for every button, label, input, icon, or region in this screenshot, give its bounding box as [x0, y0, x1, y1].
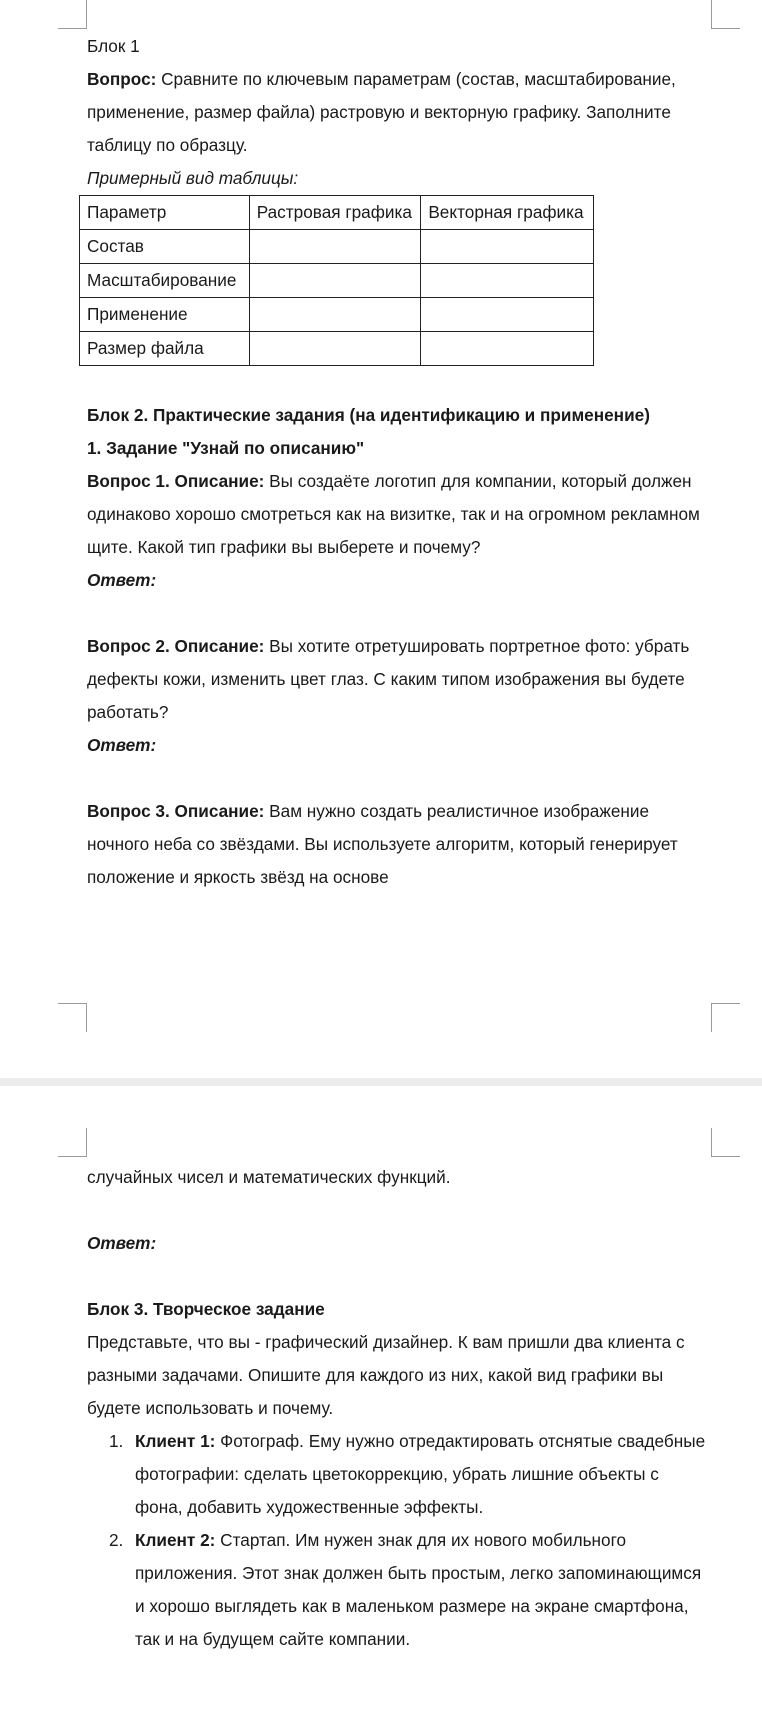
margin-corner-marker	[58, 1128, 87, 1157]
question-3	[87, 795, 707, 894]
client-list	[87, 1425, 707, 1656]
answer-label-text: Ответ:	[87, 735, 157, 755]
page-1-content	[87, 30, 707, 894]
margin-corner-marker	[58, 0, 87, 29]
empty-cell[interactable]	[249, 230, 421, 264]
table-caption: Примерный вид таблицы:	[87, 168, 299, 188]
block3-title-text: Блок 3. Творческое задание	[87, 1299, 325, 1319]
header-cell: Растровая графика	[249, 196, 421, 230]
question-text: Сравните по ключевым параметрам (состав, масштабирование, применение, размер файла) растровую и векторную графику. Заполните таблицу по образцу.	[87, 69, 676, 155]
empty-cell[interactable]	[421, 264, 594, 298]
empty-cell[interactable]	[249, 298, 421, 332]
block1-title: Блок 1	[87, 36, 140, 56]
question-2-label: Вопрос 2. Описание:	[87, 636, 265, 656]
empty-cell[interactable]	[249, 332, 421, 366]
row-label-cell: Масштабирование	[80, 264, 250, 298]
list-number: 1.	[109, 1431, 124, 1451]
margin-corner-marker	[711, 1128, 740, 1157]
client-text: Стартап. Им нужен знак для их нового мобильного приложения. Этот знак должен быть простым, легко запоминающимся и хорошо выглядеть как в маленьком размере на экране смартфона, так и на будущем сайте компании.	[135, 1530, 702, 1649]
table-row	[80, 264, 594, 298]
answer-label	[87, 564, 707, 597]
list-item	[87, 1425, 707, 1524]
question-label: Вопрос:	[87, 69, 157, 89]
client-label: Клиент 1:	[135, 1431, 216, 1451]
block1-question	[87, 63, 707, 162]
table-header-row	[80, 196, 594, 230]
list-number: 2.	[109, 1530, 124, 1550]
row-label-cell: Состав	[80, 230, 250, 264]
margin-corner-marker	[58, 1003, 87, 1032]
question-3-text: Вам нужно создать реалистичное изображение ночного неба со звёздами. Вы используете алгоритм, который генерирует положение и яркость звёзд на основе	[87, 801, 678, 887]
question-2	[87, 630, 707, 729]
margin-corner-marker	[711, 0, 740, 29]
header-cell: Векторная графика	[421, 196, 594, 230]
answer-label	[87, 1227, 707, 1260]
margin-corner-marker	[711, 1003, 740, 1032]
empty-cell[interactable]	[249, 264, 421, 298]
question-1-text: Вы создаёте логотип для компании, который должен одинаково хорошо смотреться как на визитке, так и на огромном рекламном щите. Какой тип графики вы выберете и почему?	[87, 471, 700, 557]
comparison-table	[79, 195, 594, 366]
task1-title	[87, 432, 707, 465]
page-break-gap	[0, 1078, 762, 1086]
row-label-cell: Применение	[80, 298, 250, 332]
client-text: Фотограф. Ему нужно отредактировать отснятые свадебные фотографии: сделать цветокоррекцию, убрать лишние объекты с фона, добавить художественные эффекты.	[135, 1431, 706, 1517]
question-1	[87, 465, 707, 564]
list-item	[87, 1524, 707, 1656]
block3-title	[87, 1293, 707, 1326]
block2-title-text: Блок 2. Практические задания (на идентификацию и применение)	[87, 405, 650, 425]
task1-title-text: 1. Задание "Узнай по описанию"	[87, 438, 365, 458]
answer-label-text: Ответ:	[87, 1233, 157, 1253]
question-3-continued: случайных чисел и математических функций.	[87, 1167, 451, 1187]
table-row	[80, 298, 594, 332]
block2-title	[87, 399, 707, 432]
answer-label-text: Ответ:	[87, 570, 157, 590]
client-label: Клиент 2:	[135, 1530, 216, 1550]
document-page-2	[0, 1086, 762, 1736]
question-3-label: Вопрос 3. Описание:	[87, 801, 265, 821]
empty-cell[interactable]	[421, 332, 594, 366]
page-2-content	[87, 1161, 707, 1656]
answer-label	[87, 729, 707, 762]
question-2-text: Вы хотите отретушировать портретное фото: убрать дефекты кожи, изменить цвет глаз. С каким типом изображения вы будете работать?	[87, 636, 690, 722]
row-label-cell: Размер файла	[80, 332, 250, 366]
header-cell: Параметр	[80, 196, 250, 230]
empty-cell[interactable]	[421, 230, 594, 264]
table-row	[80, 332, 594, 366]
empty-cell[interactable]	[421, 298, 594, 332]
table-row	[80, 230, 594, 264]
question-1-label: Вопрос 1. Описание:	[87, 471, 265, 491]
block3-intro: Представьте, что вы - графический дизайнер. К вам пришли два клиента с разными задачами. Опишите для каждого из них, какой вид графики вы будете использовать и почему.	[87, 1332, 685, 1418]
